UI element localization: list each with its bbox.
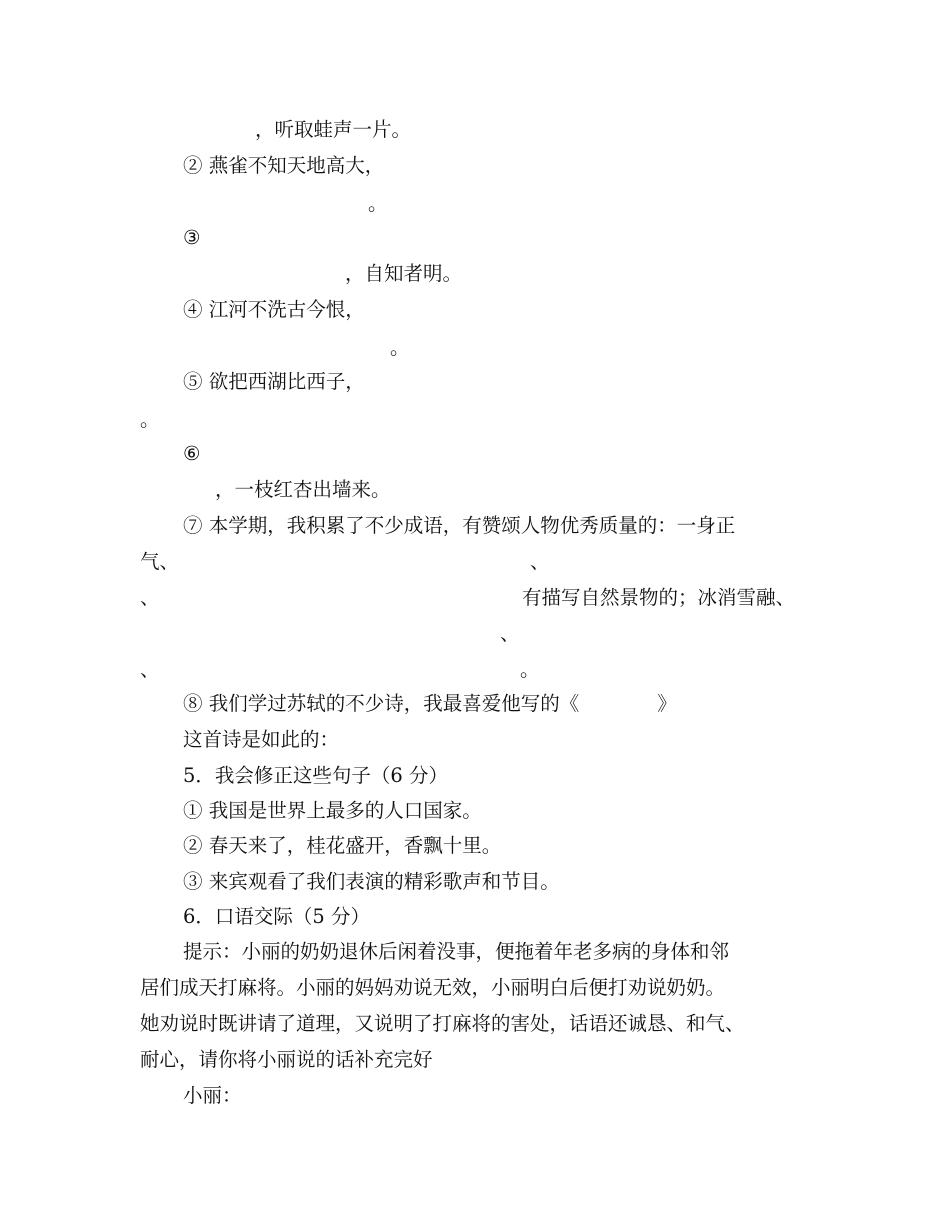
item-7-scenery: 有描写自然景物的；冰消雪融、: [522, 586, 796, 609]
item-5-blank-end: 。: [140, 408, 160, 431]
item-3-know-self: ，自知者明。: [345, 262, 463, 285]
item-6-number: ⑥: [183, 442, 201, 465]
item-2-blank-end: 。: [368, 192, 388, 215]
xiaoli-answer-label: 小丽：: [183, 1084, 242, 1107]
item-5-west-lake: ⑤ 欲把西湖比西子，: [183, 370, 365, 393]
item-6-apricot: ，一枝红杏出墙来。: [215, 478, 391, 501]
section-5-item-2: ② 春天来了，桂花盛开，香飘十里。: [183, 834, 502, 857]
section-5-title: 5．我会修正这些句子（6 分）: [183, 764, 449, 787]
item-4-river: ④ 江河不洗古今恨，: [183, 298, 365, 321]
section-5-item-3: ③ 来宾观看了我们表演的精彩歌声和节目。: [183, 870, 560, 893]
item-3-number: ③: [183, 226, 201, 249]
item-7-blank-comma-3: 、: [500, 622, 520, 645]
item-2-swallow: ② 燕雀不知天地高大，: [183, 154, 385, 177]
item-7-blank-end: 。: [520, 658, 540, 681]
item-8-poem-intro: 这首诗是如此的：: [183, 728, 340, 751]
prompt-line-1: 提示：小丽的奶奶退休后闲着没事，便拖着年老多病的身体和邻: [183, 940, 730, 963]
item-7-qi: 气、: [140, 550, 180, 573]
section-6-title: 6．口语交际（5 分）: [183, 905, 371, 928]
prompt-line-4: 耐心，请你将小丽说的话补充完好: [140, 1048, 433, 1071]
item-7-blank-comma-2: 、: [140, 586, 160, 609]
item-7-blank-comma-4: 、: [140, 658, 160, 681]
section-5-item-1: ① 我国是世界上最多的人口国家。: [183, 799, 482, 822]
poem-line-frog: ，听取蛙声一片。: [255, 118, 412, 141]
item-8-su-shi: ⑧ 我们学过苏轼的不少诗，我最喜爱他写的《 》: [183, 692, 677, 715]
prompt-line-2: 居们成天打麻将。小丽的妈妈劝说无效，小丽明白后便打劝说奶奶。: [140, 976, 726, 999]
prompt-line-3: 她劝说时既讲请了道理，又说明了打麻将的害处，话语还诚恳、和气、: [140, 1012, 745, 1035]
item-4-blank-end: 。: [390, 336, 410, 359]
item-7-idioms: ⑦ 本学期，我积累了不少成语，有赞颂人物优秀质量的：一身正: [183, 514, 736, 537]
item-7-blank-comma-1: 、: [530, 550, 550, 573]
